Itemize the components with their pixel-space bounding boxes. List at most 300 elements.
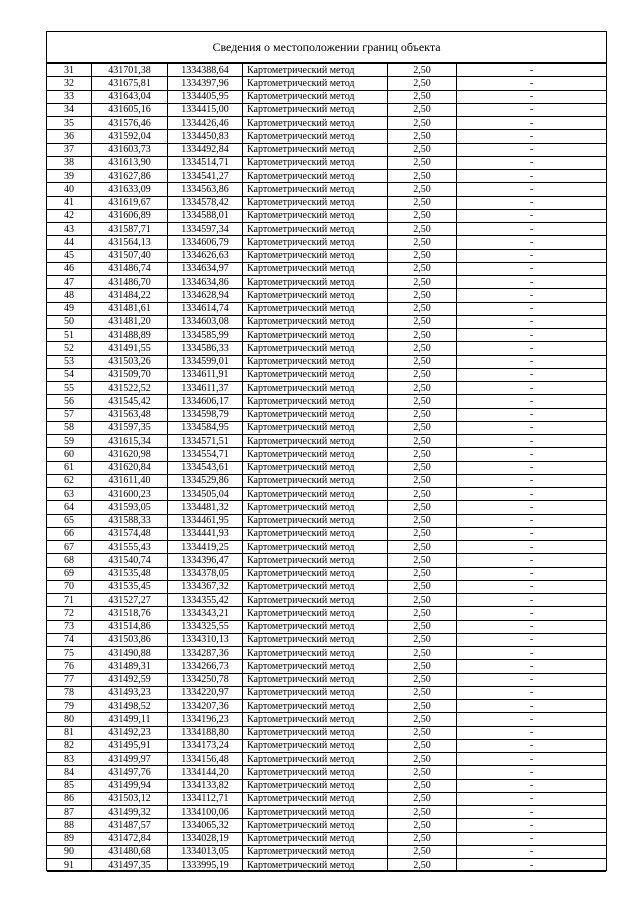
point-number-cell: 86 [47, 792, 92, 805]
y-coordinate-cell: 1334310,13 [168, 633, 243, 646]
table-row [47, 713, 606, 726]
point-number-cell: 48 [47, 289, 92, 302]
method-cell: Картометрический метод [243, 859, 388, 872]
point-number-cell: 71 [47, 594, 92, 607]
description-cell: - [457, 448, 607, 461]
point-number-cell: 38 [47, 156, 92, 169]
y-coordinate-cell: 1334584,95 [168, 421, 243, 434]
accuracy-cell: 2,50 [388, 859, 457, 872]
point-number-cell: 33 [47, 90, 92, 103]
x-coordinate-cell: 431472,84 [92, 832, 168, 845]
accuracy-cell: 2,50 [388, 461, 457, 474]
point-number-cell: 76 [47, 660, 92, 673]
description-cell: - [457, 845, 607, 858]
point-number-cell: 53 [47, 355, 92, 368]
table-row [47, 594, 606, 607]
y-coordinate-cell: 1334405,95 [168, 90, 243, 103]
x-coordinate-cell: 431490,88 [92, 647, 168, 660]
point-number-cell: 73 [47, 620, 92, 633]
method-cell: Картометрический метод [243, 620, 388, 633]
x-coordinate-cell: 431499,32 [92, 806, 168, 819]
description-cell: - [457, 488, 607, 501]
x-coordinate-cell: 431633,09 [92, 183, 168, 196]
point-number-cell: 91 [47, 859, 92, 872]
method-cell: Картометрический метод [243, 633, 388, 646]
description-cell: - [457, 395, 607, 408]
accuracy-cell: 2,50 [388, 541, 457, 554]
point-number-cell: 77 [47, 673, 92, 686]
accuracy-cell: 2,50 [388, 554, 457, 567]
method-cell: Картометрический метод [243, 739, 388, 752]
x-coordinate-cell: 431540,74 [92, 554, 168, 567]
y-coordinate-cell: 1334415,00 [168, 103, 243, 116]
accuracy-cell: 2,50 [388, 103, 457, 116]
x-coordinate-cell: 431611,40 [92, 474, 168, 487]
description-cell: - [457, 276, 607, 289]
method-cell: Картометрический метод [243, 395, 388, 408]
description-cell: - [457, 501, 607, 514]
x-coordinate-cell: 431613,90 [92, 156, 168, 169]
point-number-cell: 49 [47, 302, 92, 315]
point-number-cell: 78 [47, 686, 92, 699]
description-cell: - [457, 567, 607, 580]
y-coordinate-cell: 1334355,42 [168, 594, 243, 607]
table-row [47, 156, 606, 169]
description-cell: - [457, 262, 607, 275]
method-cell: Картометрический метод [243, 342, 388, 355]
y-coordinate-cell: 1334634,97 [168, 262, 243, 275]
x-coordinate-cell: 431555,43 [92, 541, 168, 554]
accuracy-cell: 2,50 [388, 183, 457, 196]
point-number-cell: 62 [47, 474, 92, 487]
point-number-cell: 82 [47, 739, 92, 752]
method-cell: Картометрический метод [243, 209, 388, 222]
accuracy-cell: 2,50 [388, 845, 457, 858]
y-coordinate-cell: 1334598,79 [168, 408, 243, 421]
description-cell: - [457, 607, 607, 620]
coordinates-table-body [47, 64, 606, 872]
y-coordinate-cell: 1334634,86 [168, 276, 243, 289]
x-coordinate-cell: 431498,52 [92, 700, 168, 713]
description-cell: - [457, 647, 607, 660]
description-cell: - [457, 90, 607, 103]
y-coordinate-cell: 1334065,32 [168, 819, 243, 832]
y-coordinate-cell: 1334606,79 [168, 236, 243, 249]
point-number-cell: 57 [47, 408, 92, 421]
method-cell: Картометрический метод [243, 435, 388, 448]
description-cell: - [457, 527, 607, 540]
y-coordinate-cell: 1334481,32 [168, 501, 243, 514]
point-number-cell: 75 [47, 647, 92, 660]
point-number-cell: 34 [47, 103, 92, 116]
description-cell: - [457, 236, 607, 249]
accuracy-cell: 2,50 [388, 143, 457, 156]
description-cell: - [457, 474, 607, 487]
x-coordinate-cell: 431499,94 [92, 779, 168, 792]
x-coordinate-cell: 431480,68 [92, 845, 168, 858]
table-row [47, 183, 606, 196]
table-row [47, 806, 606, 819]
y-coordinate-cell: 1334396,47 [168, 554, 243, 567]
method-cell: Картометрический метод [243, 355, 388, 368]
x-coordinate-cell: 431605,16 [92, 103, 168, 116]
method-cell: Картометрический метод [243, 461, 388, 474]
accuracy-cell: 2,50 [388, 739, 457, 752]
table-row [47, 819, 606, 832]
x-coordinate-cell: 431619,67 [92, 196, 168, 209]
table-row [47, 660, 606, 673]
description-cell: - [457, 541, 607, 554]
point-number-cell: 70 [47, 580, 92, 593]
y-coordinate-cell: 1334585,99 [168, 329, 243, 342]
point-number-cell: 54 [47, 368, 92, 381]
y-coordinate-cell: 1334461,95 [168, 514, 243, 527]
accuracy-cell: 2,50 [388, 832, 457, 845]
description-cell: - [457, 792, 607, 805]
point-number-cell: 56 [47, 395, 92, 408]
accuracy-cell: 2,50 [388, 408, 457, 421]
method-cell: Картометрический метод [243, 660, 388, 673]
y-coordinate-cell: 1334492,84 [168, 143, 243, 156]
point-number-cell: 36 [47, 130, 92, 143]
x-coordinate-cell: 431495,91 [92, 739, 168, 752]
point-number-cell: 43 [47, 223, 92, 236]
y-coordinate-cell: 1334133,82 [168, 779, 243, 792]
table-row [47, 792, 606, 805]
description-cell: - [457, 64, 607, 77]
accuracy-cell: 2,50 [388, 117, 457, 130]
point-number-cell: 74 [47, 633, 92, 646]
y-coordinate-cell: 1334505,04 [168, 488, 243, 501]
point-number-cell: 41 [47, 196, 92, 209]
table-row [47, 395, 606, 408]
method-cell: Картометрический метод [243, 368, 388, 381]
accuracy-cell: 2,50 [388, 236, 457, 249]
table-row [47, 700, 606, 713]
point-number-cell: 31 [47, 64, 92, 77]
method-cell: Картометрический метод [243, 488, 388, 501]
x-coordinate-cell: 431499,97 [92, 753, 168, 766]
point-number-cell: 69 [47, 567, 92, 580]
y-coordinate-cell: 1334013,05 [168, 845, 243, 858]
accuracy-cell: 2,50 [388, 713, 457, 726]
point-number-cell: 68 [47, 554, 92, 567]
y-coordinate-cell: 1334388,64 [168, 64, 243, 77]
x-coordinate-cell: 431481,61 [92, 302, 168, 315]
y-coordinate-cell: 1334563,86 [168, 183, 243, 196]
method-cell: Картометрический метод [243, 779, 388, 792]
accuracy-cell: 2,50 [388, 474, 457, 487]
x-coordinate-cell: 431545,42 [92, 395, 168, 408]
method-cell: Картометрический метод [243, 183, 388, 196]
description-cell: - [457, 819, 607, 832]
x-coordinate-cell: 431487,57 [92, 819, 168, 832]
method-cell: Картометрический метод [243, 806, 388, 819]
table-row [47, 832, 606, 845]
description-cell: - [457, 77, 607, 90]
table-row [47, 673, 606, 686]
description-cell: - [457, 329, 607, 342]
point-number-cell: 39 [47, 170, 92, 183]
method-cell: Картометрический метод [243, 196, 388, 209]
description-cell: - [457, 713, 607, 726]
coordinates-table [47, 63, 606, 872]
point-number-cell: 50 [47, 315, 92, 328]
point-number-cell: 84 [47, 766, 92, 779]
y-coordinate-cell: 1333995,19 [168, 859, 243, 872]
table-row [47, 223, 606, 236]
accuracy-cell: 2,50 [388, 766, 457, 779]
table-row [47, 355, 606, 368]
boundary-table-frame [46, 31, 607, 871]
table-row [47, 130, 606, 143]
accuracy-cell: 2,50 [388, 673, 457, 686]
method-cell: Картометрический метод [243, 156, 388, 169]
y-coordinate-cell: 1334541,27 [168, 170, 243, 183]
accuracy-cell: 2,50 [388, 289, 457, 302]
y-coordinate-cell: 1334597,34 [168, 223, 243, 236]
description-cell: - [457, 620, 607, 633]
description-cell: - [457, 130, 607, 143]
x-coordinate-cell: 431535,45 [92, 580, 168, 593]
method-cell: Картометрический метод [243, 713, 388, 726]
table-row [47, 739, 606, 752]
x-coordinate-cell: 431503,86 [92, 633, 168, 646]
accuracy-cell: 2,50 [388, 753, 457, 766]
point-number-cell: 65 [47, 514, 92, 527]
point-number-cell: 85 [47, 779, 92, 792]
method-cell: Картометрический метод [243, 408, 388, 421]
table-row [47, 289, 606, 302]
method-cell: Картометрический метод [243, 130, 388, 143]
y-coordinate-cell: 1334156,48 [168, 753, 243, 766]
table-row [47, 580, 606, 593]
x-coordinate-cell: 431592,04 [92, 130, 168, 143]
description-cell: - [457, 461, 607, 474]
accuracy-cell: 2,50 [388, 209, 457, 222]
description-cell: - [457, 700, 607, 713]
description-cell: - [457, 832, 607, 845]
accuracy-cell: 2,50 [388, 77, 457, 90]
x-coordinate-cell: 431535,48 [92, 567, 168, 580]
table-row [47, 90, 606, 103]
x-coordinate-cell: 431488,89 [92, 329, 168, 342]
table-row [47, 170, 606, 183]
x-coordinate-cell: 431492,23 [92, 726, 168, 739]
table-row [47, 514, 606, 527]
accuracy-cell: 2,50 [388, 594, 457, 607]
accuracy-cell: 2,50 [388, 395, 457, 408]
y-coordinate-cell: 1334397,96 [168, 77, 243, 90]
x-coordinate-cell: 431593,05 [92, 501, 168, 514]
y-coordinate-cell: 1334626,63 [168, 249, 243, 262]
description-cell: - [457, 580, 607, 593]
accuracy-cell: 2,50 [388, 342, 457, 355]
point-number-cell: 35 [47, 117, 92, 130]
table-row [47, 143, 606, 156]
point-number-cell: 80 [47, 713, 92, 726]
accuracy-cell: 2,50 [388, 355, 457, 368]
method-cell: Картометрический метод [243, 103, 388, 116]
point-number-cell: 61 [47, 461, 92, 474]
y-coordinate-cell: 1334173,24 [168, 739, 243, 752]
method-cell: Картометрический метод [243, 117, 388, 130]
x-coordinate-cell: 431497,35 [92, 859, 168, 872]
y-coordinate-cell: 1334603,08 [168, 315, 243, 328]
y-coordinate-cell: 1334614,74 [168, 302, 243, 315]
accuracy-cell: 2,50 [388, 819, 457, 832]
table-row [47, 647, 606, 660]
description-cell: - [457, 315, 607, 328]
x-coordinate-cell: 431493,23 [92, 686, 168, 699]
table-row [47, 766, 606, 779]
accuracy-cell: 2,50 [388, 501, 457, 514]
accuracy-cell: 2,50 [388, 660, 457, 673]
method-cell: Картометрический метод [243, 607, 388, 620]
description-cell: - [457, 633, 607, 646]
description-cell: - [457, 421, 607, 434]
y-coordinate-cell: 1334441,93 [168, 527, 243, 540]
x-coordinate-cell: 431503,26 [92, 355, 168, 368]
x-coordinate-cell: 431484,22 [92, 289, 168, 302]
accuracy-cell: 2,50 [388, 249, 457, 262]
method-cell: Картометрический метод [243, 77, 388, 90]
description-cell: - [457, 660, 607, 673]
y-coordinate-cell: 1334450,83 [168, 130, 243, 143]
accuracy-cell: 2,50 [388, 700, 457, 713]
description-cell: - [457, 103, 607, 116]
description-cell: - [457, 514, 607, 527]
accuracy-cell: 2,50 [388, 64, 457, 77]
y-coordinate-cell: 1334554,71 [168, 448, 243, 461]
description-cell: - [457, 156, 607, 169]
description-cell: - [457, 209, 607, 222]
table-row [47, 262, 606, 275]
method-cell: Картометрический метод [243, 514, 388, 527]
accuracy-cell: 2,50 [388, 421, 457, 434]
table-row [47, 488, 606, 501]
method-cell: Картометрический метод [243, 276, 388, 289]
method-cell: Картометрический метод [243, 448, 388, 461]
method-cell: Картометрический метод [243, 527, 388, 540]
point-number-cell: 52 [47, 342, 92, 355]
point-number-cell: 37 [47, 143, 92, 156]
description-cell: - [457, 726, 607, 739]
point-number-cell: 81 [47, 726, 92, 739]
description-cell: - [457, 170, 607, 183]
table-row [47, 421, 606, 434]
method-cell: Картометрический метод [243, 567, 388, 580]
accuracy-cell: 2,50 [388, 488, 457, 501]
method-cell: Картометрический метод [243, 90, 388, 103]
accuracy-cell: 2,50 [388, 368, 457, 381]
table-row [47, 315, 606, 328]
x-coordinate-cell: 431563,48 [92, 408, 168, 421]
point-number-cell: 44 [47, 236, 92, 249]
table-row [47, 859, 606, 872]
y-coordinate-cell: 1334188,80 [168, 726, 243, 739]
x-coordinate-cell: 431486,74 [92, 262, 168, 275]
table-title: Сведения о местоположении границ объекта [47, 32, 606, 63]
table-row [47, 607, 606, 620]
description-cell: - [457, 183, 607, 196]
point-number-cell: 42 [47, 209, 92, 222]
x-coordinate-cell: 431606,89 [92, 209, 168, 222]
accuracy-cell: 2,50 [388, 329, 457, 342]
description-cell: - [457, 382, 607, 395]
accuracy-cell: 2,50 [388, 580, 457, 593]
y-coordinate-cell: 1334588,01 [168, 209, 243, 222]
x-coordinate-cell: 431576,46 [92, 117, 168, 130]
point-number-cell: 90 [47, 845, 92, 858]
x-coordinate-cell: 431522,52 [92, 382, 168, 395]
method-cell: Картометрический метод [243, 700, 388, 713]
description-cell: - [457, 223, 607, 236]
y-coordinate-cell: 1334611,91 [168, 368, 243, 381]
accuracy-cell: 2,50 [388, 607, 457, 620]
table-row [47, 845, 606, 858]
x-coordinate-cell: 431514,86 [92, 620, 168, 633]
y-coordinate-cell: 1334112,71 [168, 792, 243, 805]
point-number-cell: 88 [47, 819, 92, 832]
table-row [47, 77, 606, 90]
method-cell: Картометрический метод [243, 726, 388, 739]
y-coordinate-cell: 1334343,21 [168, 607, 243, 620]
y-coordinate-cell: 1334606,17 [168, 395, 243, 408]
y-coordinate-cell: 1334599,01 [168, 355, 243, 368]
table-row [47, 474, 606, 487]
method-cell: Картометрический метод [243, 289, 388, 302]
point-number-cell: 40 [47, 183, 92, 196]
table-row [47, 633, 606, 646]
table-row [47, 196, 606, 209]
point-number-cell: 46 [47, 262, 92, 275]
description-cell: - [457, 673, 607, 686]
y-coordinate-cell: 1334611,37 [168, 382, 243, 395]
x-coordinate-cell: 431527,27 [92, 594, 168, 607]
y-coordinate-cell: 1334628,94 [168, 289, 243, 302]
table-row [47, 686, 606, 699]
description-cell: - [457, 435, 607, 448]
description-cell: - [457, 355, 607, 368]
point-number-cell: 60 [47, 448, 92, 461]
accuracy-cell: 2,50 [388, 448, 457, 461]
y-coordinate-cell: 1334220,97 [168, 686, 243, 699]
table-row [47, 501, 606, 514]
method-cell: Картометрический метод [243, 382, 388, 395]
description-cell: - [457, 806, 607, 819]
y-coordinate-cell: 1334028,19 [168, 832, 243, 845]
description-cell: - [457, 302, 607, 315]
method-cell: Картометрический метод [243, 554, 388, 567]
description-cell: - [457, 554, 607, 567]
method-cell: Картометрический метод [243, 753, 388, 766]
accuracy-cell: 2,50 [388, 620, 457, 633]
y-coordinate-cell: 1334586,33 [168, 342, 243, 355]
description-cell: - [457, 342, 607, 355]
x-coordinate-cell: 431489,31 [92, 660, 168, 673]
x-coordinate-cell: 431620,84 [92, 461, 168, 474]
table-row [47, 461, 606, 474]
method-cell: Картометрический метод [243, 236, 388, 249]
method-cell: Картометрический метод [243, 64, 388, 77]
point-number-cell: 87 [47, 806, 92, 819]
x-coordinate-cell: 431588,33 [92, 514, 168, 527]
description-cell: - [457, 117, 607, 130]
accuracy-cell: 2,50 [388, 223, 457, 236]
table-row [47, 435, 606, 448]
x-coordinate-cell: 431492,59 [92, 673, 168, 686]
